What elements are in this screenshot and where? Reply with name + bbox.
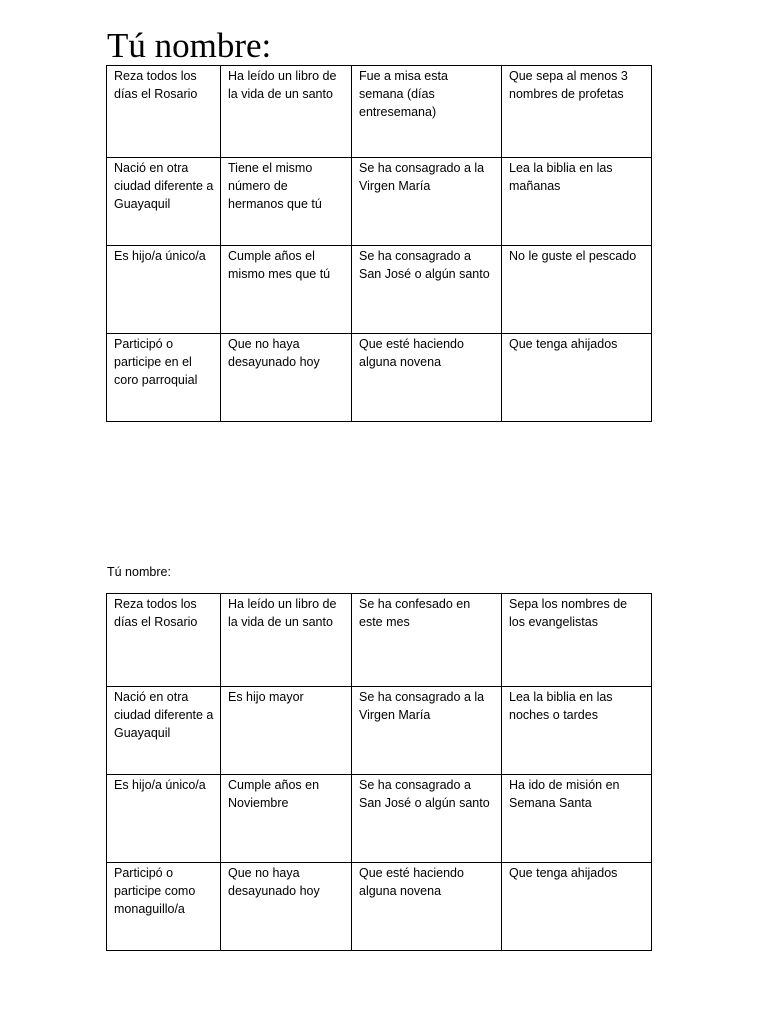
bingo-card-2	[106, 593, 652, 951]
bingo-cell: Participó o participe en el coro parroquial	[107, 334, 221, 422]
bingo-cell: Nació en otra ciudad diferente a Guayaquil	[107, 687, 221, 775]
bingo-cell: Reza todos los días el Rosario	[107, 66, 221, 158]
bingo-cell: Se ha consagrado a la Virgen María	[352, 158, 502, 246]
bingo-cell: Que no haya desayunado hoy	[221, 863, 352, 951]
bingo-row	[107, 246, 652, 334]
bingo-cell: Que esté haciendo alguna novena	[352, 334, 502, 422]
bingo-cell: Participó o participe como monaguillo/a	[107, 863, 221, 951]
bingo-row	[107, 687, 652, 775]
bingo-cell: Es hijo mayor	[221, 687, 352, 775]
bingo-cell: Ha leído un libro de la vida de un santo	[221, 594, 352, 687]
bingo-cell: Se ha consagrado a San José o algún santo	[352, 775, 502, 863]
card-2-title: Tú nombre:	[107, 565, 171, 579]
bingo-cell: Ha ido de misión en Semana Santa	[502, 775, 652, 863]
bingo-card-1	[106, 65, 652, 422]
bingo-row	[107, 594, 652, 687]
bingo-row	[107, 863, 652, 951]
bingo-cell: Que tenga ahijados	[502, 863, 652, 951]
bingo-cell: Que sepa al menos 3 nombres de profetas	[502, 66, 652, 158]
bingo-cell: No le guste el pescado	[502, 246, 652, 334]
bingo-row	[107, 775, 652, 863]
bingo-row	[107, 158, 652, 246]
bingo-cell: Que tenga ahijados	[502, 334, 652, 422]
bingo-cell: Cumple años el mismo mes que tú	[221, 246, 352, 334]
bingo-cell: Que no haya desayunado hoy	[221, 334, 352, 422]
bingo-cell: Tiene el mismo número de hermanos que tú	[221, 158, 352, 246]
bingo-cell: Se ha consagrado a San José o algún santo	[352, 246, 502, 334]
bingo-cell: Se ha confesado en este mes	[352, 594, 502, 687]
bingo-cell: Nació en otra ciudad diferente a Guayaquil	[107, 158, 221, 246]
card-1-title: Tú nombre:	[107, 26, 272, 65]
bingo-row	[107, 334, 652, 422]
bingo-cell: Fue a misa esta semana (días entresemana)	[352, 66, 502, 158]
bingo-cell: Ha leído un libro de la vida de un santo	[221, 66, 352, 158]
bingo-cell: Cumple años en Noviembre	[221, 775, 352, 863]
bingo-cell: Es hijo/a único/a	[107, 775, 221, 863]
bingo-cell: Lea la biblia en las mañanas	[502, 158, 652, 246]
bingo-cell: Sepa los nombres de los evangelistas	[502, 594, 652, 687]
bingo-row	[107, 66, 652, 158]
bingo-cell: Reza todos los días el Rosario	[107, 594, 221, 687]
bingo-cell: Se ha consagrado a la Virgen María	[352, 687, 502, 775]
bingo-cell: Que esté haciendo alguna novena	[352, 863, 502, 951]
bingo-cell: Es hijo/a único/a	[107, 246, 221, 334]
bingo-cell: Lea la biblia en las noches o tardes	[502, 687, 652, 775]
